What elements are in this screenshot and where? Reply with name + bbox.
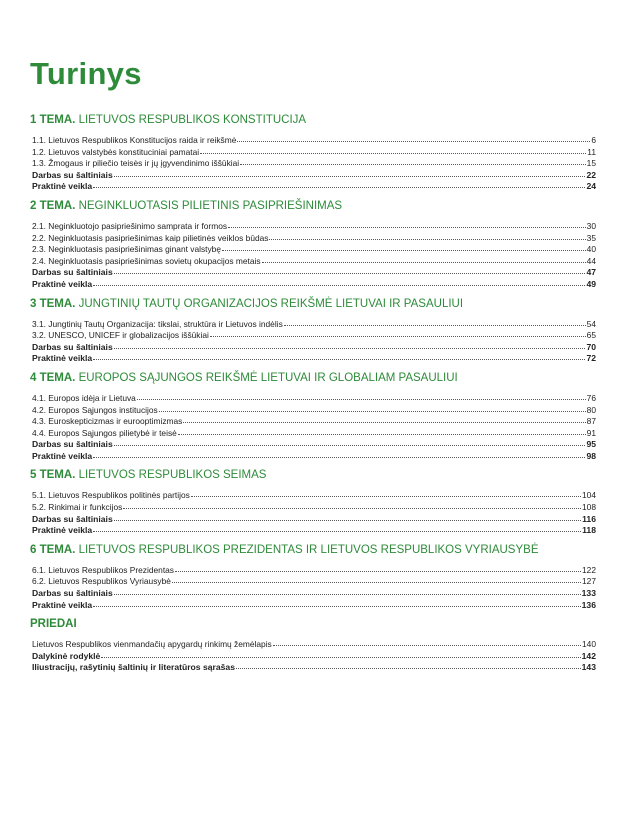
toc-entry-page-number: 44 — [586, 255, 596, 266]
appendix-entries — [32, 639, 596, 674]
dot-leader — [237, 141, 590, 142]
toc-entry-page-number: 30 — [586, 220, 596, 231]
toc-entry[interactable] — [32, 525, 596, 537]
toc-entry[interactable] — [32, 428, 596, 440]
toc-entry[interactable] — [32, 221, 596, 233]
toc-entry-title: Darbas su šaltiniais — [32, 169, 113, 180]
section-number: 2 TEMA. — [30, 199, 76, 212]
toc-entry-title: Darbas su šaltiniais — [32, 513, 113, 524]
page-title: Turinys — [30, 56, 142, 91]
toc-entry[interactable] — [32, 147, 596, 159]
toc-entry-title: 6.2. Lietuvos Respublikos Vyriausybė — [32, 576, 171, 587]
toc-entry[interactable] — [32, 342, 596, 354]
dot-leader — [210, 336, 586, 337]
toc-entry-page-number: 136 — [581, 599, 596, 610]
dot-leader — [93, 457, 585, 458]
toc-entry-title: Iliustracijų, rašytinių šaltinių ir literatūros sąrašas — [32, 662, 235, 673]
toc-entry-title: 1.1. Lietuvos Respublikos Konstitucijos raida ir reikšmė — [32, 135, 237, 145]
toc-entry[interactable] — [32, 158, 596, 170]
dot-leader — [123, 508, 581, 509]
toc-entry-page-number: 108 — [582, 502, 596, 513]
toc-entry-page-number: 133 — [581, 588, 596, 599]
toc-entry[interactable] — [32, 279, 596, 291]
dot-leader — [191, 496, 581, 497]
toc-entry[interactable] — [32, 135, 596, 147]
toc-entry-title: 4.1. Europos idėja ir Lietuva — [32, 392, 136, 403]
toc-entry-page-number: 54 — [586, 318, 596, 329]
appendix-heading[interactable]: PRIEDAI — [30, 618, 77, 631]
toc-entry-page-number: 40 — [586, 244, 596, 255]
section-heading[interactable] — [30, 296, 596, 313]
section-number: 3 TEMA. — [30, 297, 76, 310]
toc-entry-title: 6.1. Lietuvos Respublikos Prezidentas — [32, 564, 174, 575]
toc-entry[interactable] — [32, 600, 596, 612]
toc-entry-title: Dalykinė rodyklė — [32, 650, 101, 661]
toc-entry-page-number: 143 — [581, 662, 596, 673]
dot-leader — [200, 153, 586, 154]
toc-entry-page-number: 80 — [586, 404, 596, 415]
toc-entry[interactable] — [32, 639, 596, 651]
toc-entry-title: 2.3. Neginkluotasis pasipriešinimas ginant valstybę — [32, 244, 222, 255]
toc-entry-page-number: 122 — [582, 564, 596, 575]
dot-leader — [183, 422, 585, 423]
toc-entry[interactable] — [32, 565, 596, 577]
toc-entry-title: 2.2. Neginkluotasis pasipriešinimas kaip pilietinės veiklos būdas — [32, 232, 269, 243]
dot-leader — [273, 645, 581, 646]
toc-entry-page-number: 49 — [586, 278, 596, 289]
toc-entry-page-number: 72 — [586, 353, 596, 364]
dot-leader — [236, 668, 581, 669]
dot-leader — [284, 325, 586, 326]
toc-entry-title: 3.1. Jungtinių Tautų Organizacija: tikslai, struktūra ir Lietuvos indėlis — [32, 318, 283, 329]
dot-leader — [228, 227, 586, 228]
toc-entry[interactable] — [32, 451, 596, 463]
toc-entry-title: Lietuvos Respublikos vienmandačių apygardų rinkimų žemėlapis — [32, 639, 272, 650]
section-title: LIETUVOS RESPUBLIKOS PREZIDENTAS IR LIETUVOS RESPUBLIKOS VYRIAUSYBĖ — [78, 543, 539, 556]
dot-leader — [114, 594, 581, 595]
toc-entry-title: Praktinė veikla — [32, 353, 93, 364]
section-heading[interactable] — [30, 198, 596, 215]
section-title: LIETUVOS RESPUBLIKOS SEIMAS — [78, 469, 267, 482]
toc-entry[interactable] — [32, 233, 596, 245]
toc-entry-page-number: 22 — [586, 169, 596, 180]
dot-leader — [172, 582, 581, 583]
dot-leader — [93, 531, 581, 532]
section-heading[interactable] — [30, 467, 596, 484]
toc-entry-title: 5.1. Lietuvos Respublikos politinės partijos — [32, 490, 190, 501]
toc-entry[interactable] — [32, 662, 596, 674]
toc-entry[interactable] — [32, 576, 596, 588]
dot-leader — [240, 164, 586, 165]
toc-entry-page-number: 15 — [586, 158, 596, 169]
dot-leader — [269, 239, 585, 240]
toc-entry-title: 3.2. UNESCO, UNICEF ir globalizacijos iššūkiai — [32, 330, 209, 341]
toc-entry-title: Praktinė veikla — [32, 450, 93, 461]
dot-leader — [262, 262, 586, 263]
toc-entry-title: Darbas su šaltiniais — [32, 267, 113, 278]
toc-entry[interactable] — [32, 181, 596, 193]
toc-section — [30, 370, 596, 463]
section-entries — [32, 393, 596, 463]
toc-entry-page-number: 95 — [586, 439, 596, 450]
toc-entry-page-number: 76 — [586, 392, 596, 403]
toc-entry-page-number: 104 — [582, 490, 596, 501]
toc-entry-title: Praktinė veikla — [32, 525, 93, 536]
toc-entry-title: Praktinė veikla — [32, 181, 93, 192]
toc-entry-title: 4.3. Euroskepticizmas ir eurooptimizmas — [32, 416, 183, 427]
toc-entry-title: 1.3. Žmogaus ir piliečio teisės ir jų įgyvendinimo iššūkiai — [32, 158, 240, 169]
toc-entry-page-number: 65 — [586, 330, 596, 341]
section-number: 4 TEMA. — [30, 371, 76, 384]
toc-entry-page-number: 98 — [586, 450, 596, 461]
toc-entry-page-number: 116 — [582, 513, 596, 524]
toc-entry-page-number: 118 — [582, 525, 596, 536]
toc-section — [30, 198, 596, 291]
toc-entry[interactable] — [32, 405, 596, 417]
dot-leader — [159, 411, 586, 412]
toc-entry[interactable] — [32, 502, 596, 514]
section-title: JUNGTINIŲ TAUTŲ ORGANIZACIJOS REIKŠMĖ LIETUVAI IR PASAULIUI — [78, 297, 464, 310]
dot-leader — [175, 571, 581, 572]
table-of-contents — [30, 112, 596, 679]
section-title: NEGINKLUOTASIS PILIETINIS PASIPRIEŠINIMAS — [78, 199, 343, 212]
toc-entry-page-number: 91 — [586, 427, 596, 438]
dot-leader — [101, 657, 580, 658]
section-title: LIETUVOS RESPUBLIKOS KONSTITUCIJA — [78, 114, 307, 126]
toc-entry-page-number: 11 — [587, 146, 596, 157]
toc-entry[interactable] — [32, 319, 596, 331]
toc-entry-title: 2.1. Neginkluotojo pasipriešinimo samprata ir formos — [32, 220, 228, 231]
toc-entry[interactable] — [32, 439, 596, 451]
toc-entry-title: 5.2. Rinkimai ir funkcijos — [32, 502, 123, 513]
toc-entry-page-number: 70 — [586, 341, 596, 352]
toc-entry[interactable] — [32, 514, 596, 526]
dot-leader — [114, 176, 586, 177]
dot-leader — [93, 285, 585, 286]
section-entries — [32, 490, 596, 536]
toc-entry-page-number: 140 — [582, 639, 596, 650]
section-heading[interactable] — [30, 112, 596, 129]
section-number: 6 TEMA. — [30, 543, 76, 556]
toc-entry-title: Darbas su šaltiniais — [32, 588, 113, 599]
dot-leader — [114, 348, 586, 349]
section-entries — [32, 135, 596, 193]
toc-entry-page-number: 47 — [586, 267, 596, 278]
toc-entry[interactable] — [32, 170, 596, 182]
toc-entry[interactable] — [32, 353, 596, 365]
toc-entry[interactable] — [32, 330, 596, 342]
toc-entry-title: Darbas su šaltiniais — [32, 439, 113, 450]
toc-entry[interactable] — [32, 490, 596, 502]
toc-section — [30, 467, 596, 536]
toc-entry-title: Praktinė veikla — [32, 599, 93, 610]
section-heading[interactable] — [30, 370, 596, 387]
section-entries — [32, 565, 596, 611]
appendix-section — [30, 616, 596, 674]
toc-entry-page-number: 24 — [586, 181, 596, 192]
toc-entry-page-number: 6 — [591, 135, 596, 145]
toc-entry-page-number: 127 — [582, 576, 596, 587]
toc-entry-title: Darbas su šaltiniais — [32, 341, 113, 352]
toc-entry-title: 4.4. Europos Sąjungos pilietybė ir teisė — [32, 427, 177, 438]
dot-leader — [93, 187, 585, 188]
section-title: EUROPOS SĄJUNGOS REIKŠMĖ LIETUVAI IR GLOBALIAM PASAULIUI — [78, 371, 458, 384]
dot-leader — [114, 445, 586, 446]
dot-leader — [93, 359, 585, 360]
toc-entry-page-number: 142 — [581, 650, 596, 661]
toc-entry-title: 4.2. Europos Sąjungos institucijos — [32, 404, 158, 415]
toc-entry[interactable] — [32, 267, 596, 279]
toc-entry[interactable] — [32, 393, 596, 405]
dot-leader — [93, 606, 580, 607]
toc-entry[interactable] — [32, 256, 596, 268]
toc-entry[interactable] — [32, 416, 596, 428]
toc-entry[interactable] — [32, 244, 596, 256]
toc-entry-title: Praktinė veikla — [32, 278, 93, 289]
toc-section — [30, 296, 596, 365]
section-number: 5 TEMA. — [30, 469, 76, 482]
section-heading[interactable] — [30, 542, 596, 559]
toc-entry-page-number: 35 — [586, 232, 596, 243]
section-number: 1 TEMA. — [30, 114, 76, 126]
section-entries — [32, 221, 596, 291]
dot-leader — [137, 399, 586, 400]
dot-leader — [178, 434, 586, 435]
toc-entry-title: 2.4. Neginkluotasis pasipriešinimas sovietų okupacijos metais — [32, 255, 261, 266]
dot-leader — [114, 520, 581, 521]
section-entries — [32, 319, 596, 365]
dot-leader — [222, 250, 586, 251]
toc-section — [30, 112, 596, 193]
dot-leader — [114, 273, 586, 274]
toc-entry[interactable] — [32, 651, 596, 663]
toc-entry-page-number: 87 — [586, 416, 596, 427]
toc-entry-title: 1.2. Lietuvos valstybės konstituciniai pamatai — [32, 146, 200, 157]
toc-entry[interactable] — [32, 588, 596, 600]
toc-section — [30, 542, 596, 611]
